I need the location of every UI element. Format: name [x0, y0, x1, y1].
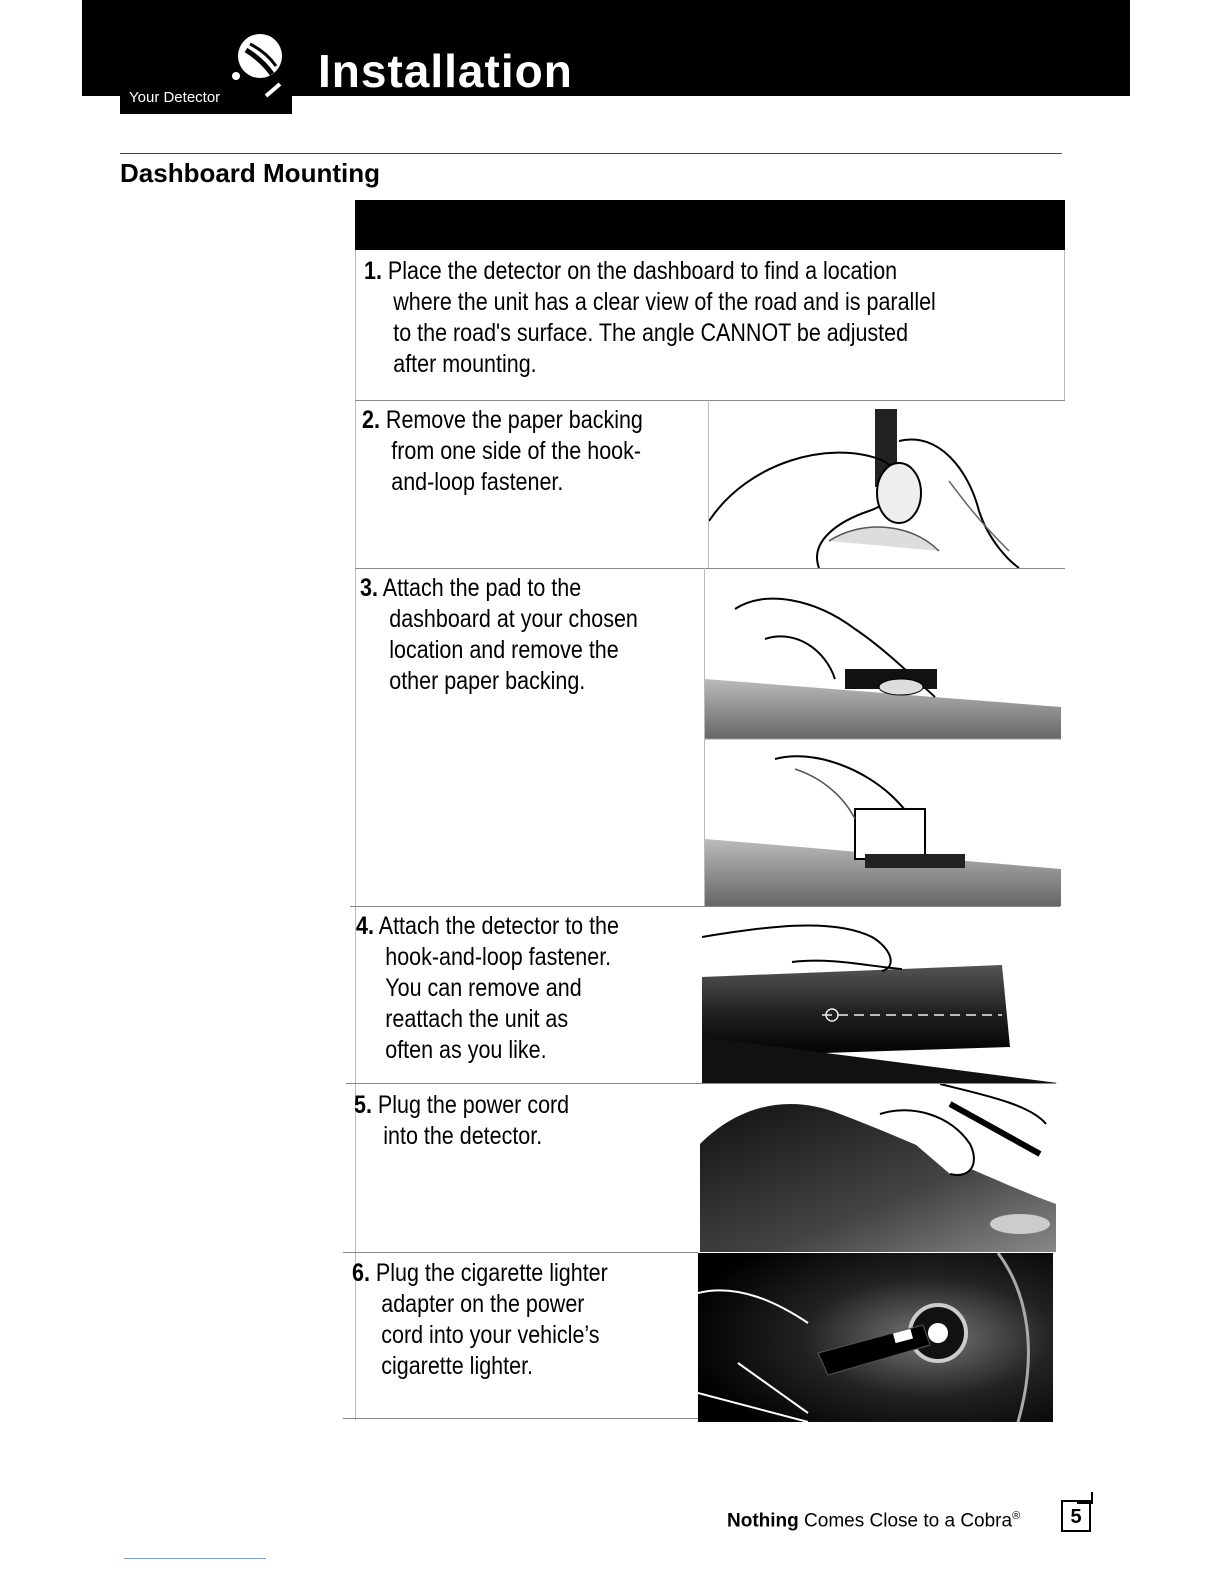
step-5: 5. Plug the power cord into the detector.	[354, 1091, 570, 1150]
step-divider	[343, 1252, 698, 1253]
page-title: Installation	[318, 45, 573, 97]
section-heading: Dashboard Mounting	[120, 158, 380, 188]
step-1: 1. Place the detector on the dashboard to find a location where the unit has a clear view of the road and is parallel to the road's surface. The angle CANNOT be adjusted after mounting.	[364, 257, 936, 378]
header-tab-label: Your Detector	[129, 89, 221, 106]
page-number: 5	[1061, 1500, 1091, 1532]
frame-left-line	[355, 250, 356, 1420]
footer-tagline: Nothing Comes Close to a Cobra®	[727, 1510, 1021, 1532]
section-divider	[120, 153, 1062, 154]
frame-right-line	[1064, 250, 1065, 400]
step-2: 2. Remove the paper backing from one side of the hook- and-loop fastener.	[362, 406, 643, 496]
cobra-logo-icon	[226, 30, 290, 100]
cigarette-lighter-illustration	[698, 1253, 1053, 1422]
bottom-rule	[124, 1558, 266, 1559]
attach-detector-illustration	[702, 907, 1058, 1083]
step-3: 3. Attach the pad to the dashboard at your chosen location and remove the other paper backing.	[360, 574, 638, 695]
peel-backing-illustration	[709, 401, 1064, 568]
plug-cord-illustration	[700, 1084, 1056, 1252]
step-4: 4. Attach the detector to the hook-and-loop fastener. You can remove and reattach the unit as often as you like.	[356, 912, 619, 1064]
attach-pad-illustration	[705, 569, 1061, 906]
steps-header-bar	[355, 200, 1065, 250]
step-6: 6. Plug the cigarette lighter adapter on the power cord into your vehicle’s cigarette lighter.	[352, 1259, 608, 1380]
